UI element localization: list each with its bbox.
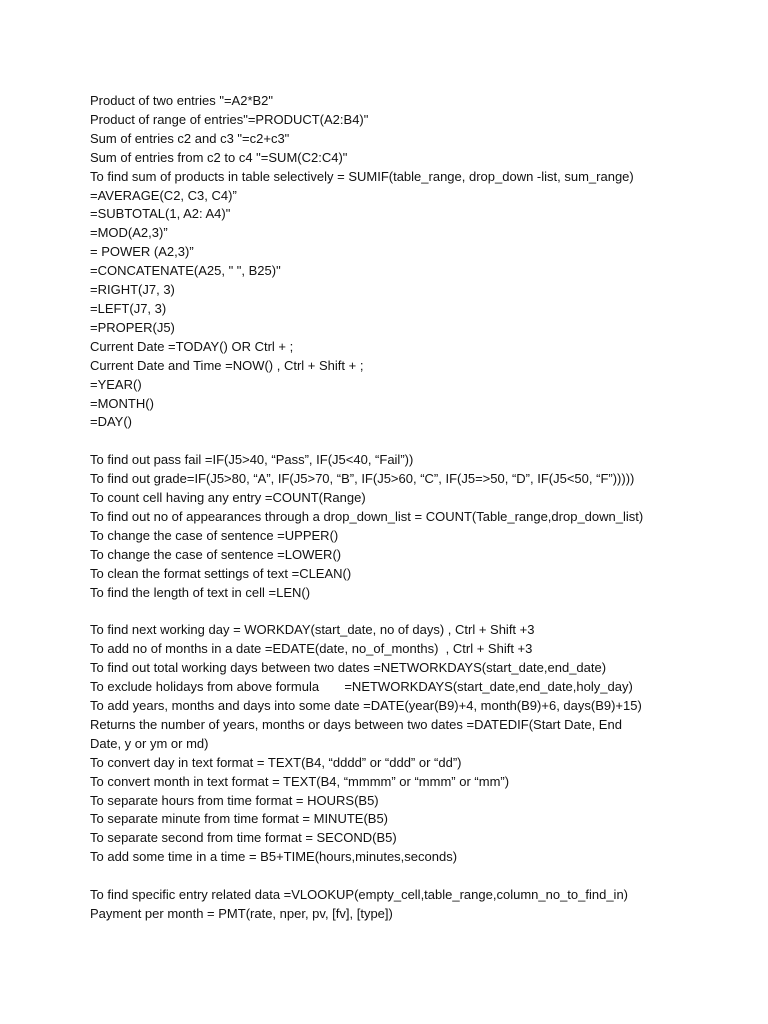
text-line: To convert day in text format = TEXT(B4, “dddd” or “ddd” or “dd”): [90, 754, 462, 770]
text-line: =MOD(A2,3)”: [90, 225, 168, 241]
text-line: Returns the number of years, months or days between two dates =DATEDIF(Start Date, End: [90, 716, 622, 732]
formula-block-basic: [90, 92, 690, 432]
formula-block-lookup-finance: [90, 886, 690, 924]
text-line: Product of range of entries"=PRODUCT(A2:B4)": [90, 111, 369, 127]
text-line: To separate second from time format = SECOND(B5): [90, 830, 397, 846]
text-line: To change the case of sentence =LOWER(): [90, 546, 342, 562]
text-line: =YEAR(): [90, 376, 142, 392]
text-line: =LEFT(J7, 3): [90, 300, 167, 316]
text-line: To add years, months and days into some date =DATE(year(B9)+4, month(B9)+6, days(B9)+15): [90, 697, 642, 713]
text-line: Product of two entries "=A2*B2": [90, 93, 274, 108]
formula-block-dates-times: [90, 621, 690, 867]
text-line: To find out grade=IF(J5>80, “A”, IF(J5>70, “B”, IF(J5>60, “C”, IF(J5=>50, “D”, IF(J5<50, “F”))))): [90, 471, 635, 487]
text-line: To find out no of appearances through a drop_down_list = COUNT(Table_range,drop_down_list): [90, 508, 644, 524]
paragraph-gap: [90, 602, 690, 621]
text-line: Date, y or ym or md): [90, 735, 209, 751]
paragraph-gap: [90, 432, 690, 451]
text-line: Sum of entries c2 and c3 "=c2+c3": [90, 130, 290, 146]
document-body: [90, 92, 690, 924]
text-line: To separate minute from time format = MINUTE(B5): [90, 811, 389, 827]
text-line: To exclude holidays from above formula =NETWORKDAYS(start_date,end_date,holy_day): [90, 679, 633, 695]
text-line: Current Date and Time =NOW() , Ctrl + Shift + ;: [90, 357, 364, 373]
text-line: =RIGHT(J7, 3): [90, 282, 175, 298]
text-line: =AVERAGE(C2, C3, C4)”: [90, 187, 237, 203]
text-line: =SUBTOTAL(1, A2: A4)": [90, 206, 231, 222]
text-line: =CONCATENATE(A25, " ", B25)": [90, 263, 281, 279]
text-line: Sum of entries from c2 to c4 "=SUM(C2:C4)": [90, 149, 348, 165]
text-line: To find sum of products in table selectively = SUMIF(table_range, drop_down -list, sum_range): [90, 168, 634, 184]
text-line: To count cell having any entry =COUNT(Range): [90, 490, 366, 506]
text-line: To add some time in a time = B5+TIME(hours,minutes,seconds): [90, 849, 458, 865]
text-line: Current Date =TODAY() OR Ctrl + ;: [90, 338, 294, 354]
text-line: To find out pass fail =IF(J5>40, “Pass”, IF(J5<40, “Fail”)): [90, 452, 414, 468]
text-line: To clean the format settings of text =CLEAN(): [90, 565, 352, 581]
text-line: To separate hours from time format = HOURS(B5): [90, 792, 379, 808]
formula-block-logic-text: [90, 451, 690, 602]
text-line: To find next working day = WORKDAY(start_date, no of days) , Ctrl + Shift +3: [90, 622, 535, 638]
text-line: Payment per month = PMT(rate, nper, pv, [fv], [type]): [90, 905, 393, 921]
text-line: To change the case of sentence =UPPER(): [90, 527, 339, 543]
text-line: To find out total working days between two dates =NETWORKDAYS(start_date,end_date): [90, 660, 607, 676]
paragraph-gap: [90, 867, 690, 886]
text-line: To find specific entry related data =VLOOKUP(empty_cell,table_range,column_no_to_find_in): [90, 887, 629, 903]
text-line: To add no of months in a date =EDATE(date, no_of_months) , Ctrl + Shift +3: [90, 641, 533, 657]
text-line: To convert month in text format = TEXT(B4, “mmmm” or “mmm” or “mm”): [90, 773, 510, 789]
text-line: =MONTH(): [90, 395, 154, 411]
text-line: To find the length of text in cell =LEN(): [90, 584, 311, 600]
text-line: =PROPER(J5): [90, 319, 175, 335]
text-line: =DAY(): [90, 414, 133, 430]
text-line: = POWER (A2,3)”: [90, 244, 194, 260]
